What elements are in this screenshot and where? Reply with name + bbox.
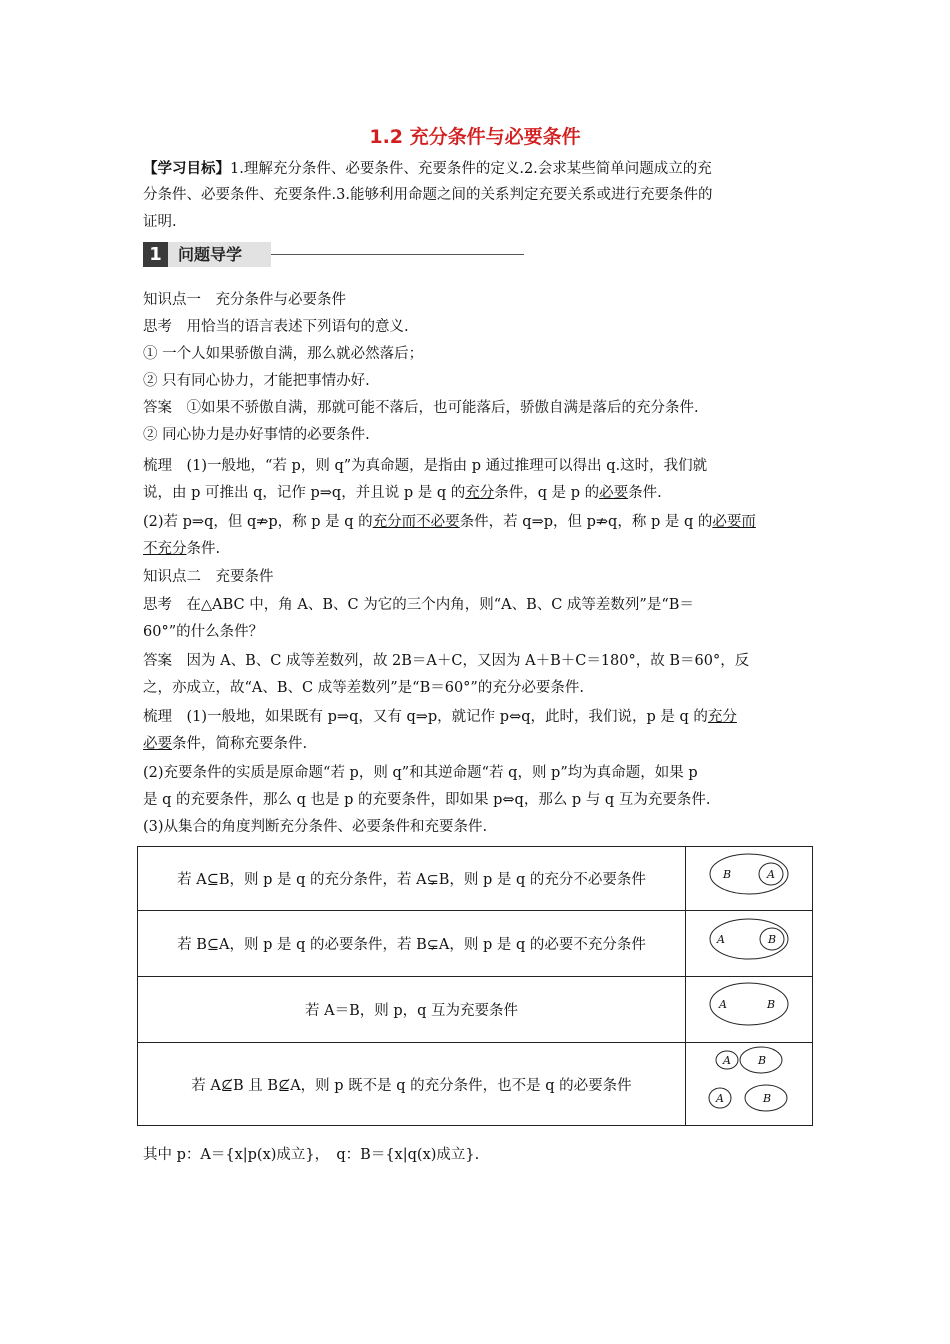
venn-label-a: A: [717, 933, 725, 946]
venn-label-b: B: [723, 868, 732, 881]
table-cell-text: 若 A＝B，则 p，q 互为充要条件: [138, 977, 686, 1043]
section-number: 1: [143, 242, 168, 267]
venn-subset-b-in-a: [686, 911, 813, 977]
k1-item-2: ② 只有同心协力，才能把事情办好.: [143, 373, 370, 389]
venn-label-a: A: [723, 1054, 731, 1067]
k2-summary-2b: 是 q 的充要条件，那么 q 也是 p 的充要条件，即如果 p⇔q，那么 p 与 q 互为充要条件.: [143, 792, 711, 808]
venn-label-a: A: [719, 998, 727, 1011]
k2-summary-1b: 必要条件，简称充要条件.: [143, 736, 308, 752]
table-row: [138, 847, 813, 911]
venn-label-b: B: [768, 933, 777, 946]
set-relation-table: [137, 846, 813, 1126]
k1-summary-2b: 不充分条件.: [143, 541, 221, 557]
k2-summary-3: (3)从集合的角度判断充分条件、必要条件和充要条件.: [143, 819, 488, 835]
venn-neither-subset: [686, 1043, 813, 1126]
knowledge-point-2-heading: 知识点二 充要条件: [143, 569, 274, 585]
k2-think-2: 60°”的什么条件？: [143, 624, 264, 640]
venn-label-b: B: [767, 998, 776, 1011]
blank-answer: 必要: [599, 485, 629, 501]
section-header: [143, 242, 271, 267]
table-cell-text: 若 A⊆B，则 p 是 q 的充分条件，若 A⊊B，则 p 是 q 的充分不必要条件: [138, 847, 686, 911]
k2-answer-1: 答案 因为 A、B、C 成等差数列，故 2B＝A＋C，又因为 A＋B＋C＝180°，故 B＝60°，反: [143, 653, 750, 669]
venn-label-a: A: [767, 868, 775, 881]
k1-answer-2: ② 同心协力是办好事情的必要条件.: [143, 427, 370, 443]
k1-answer-1: 答案 ①如果不骄傲自满，那就可能不落后，也可能落后，骄傲自满是落后的充分条件.: [143, 400, 699, 416]
k1-item-1: ① 一个人如果骄傲自满，那么就必然落后；: [143, 346, 424, 362]
blank-answer: 充分而不必要: [372, 514, 460, 530]
table-row: [138, 911, 813, 977]
k2-think-1: 思考 在△ABC 中，角 A、B、C 为它的三个内角，则“A、B、C 成等差数列”是“B＝: [143, 597, 694, 613]
learning-goals-line-2: 分条件、必要条件、充要条件.3.能够利用命题之间的关系判定充要关系或进行充要条件的: [143, 187, 713, 203]
page-title: 1.2 充分条件与必要条件: [369, 126, 581, 148]
k2-answer-2: 之，亦成立，故“A、B、C 成等差数列”是“B＝60°”的充分必要条件.: [143, 680, 584, 696]
section-label: 问题导学: [178, 245, 243, 264]
k1-think: 思考 用恰当的语言表述下列语句的意义.: [143, 319, 409, 335]
blank-answer: 必要: [143, 736, 172, 752]
knowledge-point-1-heading: 知识点一 充分条件与必要条件: [143, 292, 346, 308]
venn-label-b: B: [763, 1092, 772, 1105]
blank-answer: 必要而: [712, 514, 756, 530]
venn-equal-sets: [686, 977, 813, 1043]
table-row: [138, 1043, 813, 1126]
k1-summary-2a: (2)若 p⇒q，但 q⇏p，称 p 是 q 的充分而不必要条件，若 q⇒p，但 p⇏q，称 p 是 q 的必要而: [143, 514, 756, 530]
section-rule: [271, 254, 524, 255]
k2-summary-2a: (2)充要条件的实质是原命题“若 p，则 q”和其逆命题“若 q，则 p”均为真命题，如果 p: [143, 765, 698, 781]
table-cell-text: 若 B⊆A，则 p 是 q 的必要条件，若 B⊊A，则 p 是 q 的必要不充分条件: [138, 911, 686, 977]
blank-answer: 充分: [465, 485, 495, 501]
blank-answer: 充分: [707, 709, 737, 725]
venn-subset-a-in-b: [686, 847, 813, 911]
k1-summary-1b: 说，由 p 可推出 q，记作 p⇒q，并且说 p 是 q 的充分条件，q 是 p 的必要条件.: [143, 485, 662, 501]
venn-label-a: A: [716, 1092, 724, 1105]
k2-summary-1a: 梳理 (1)一般地，如果既有 p⇒q，又有 q⇒p，就记作 p⇔q，此时，我们说，p 是 q 的充分: [143, 709, 737, 725]
learning-goals-label: 【学习目标】: [143, 160, 230, 177]
venn-label-b: B: [758, 1054, 767, 1067]
set-definition-footer: 其中 p：A＝{x|p(x)成立}， q：B＝{x|q(x)成立}.: [143, 1147, 480, 1163]
k1-summary-1a: 梳理 (1)一般地，“若 p，则 q”为真命题，是指由 p 通过推理可以得出 q.这时，我们就: [143, 458, 708, 474]
table-cell-text: 若 A⊈B 且 B⊈A，则 p 既不是 q 的充分条件，也不是 q 的必要条件: [138, 1043, 686, 1126]
learning-goals-line-1: [143, 155, 809, 183]
learning-goals-line-3: 证明.: [143, 214, 177, 230]
table-row: [138, 977, 813, 1043]
blank-answer: 不充分: [143, 541, 187, 557]
learning-goals-text-1: 1.理解充分条件、必要条件、充要条件的定义.2.会求某些简单问题成立的充: [230, 161, 712, 177]
